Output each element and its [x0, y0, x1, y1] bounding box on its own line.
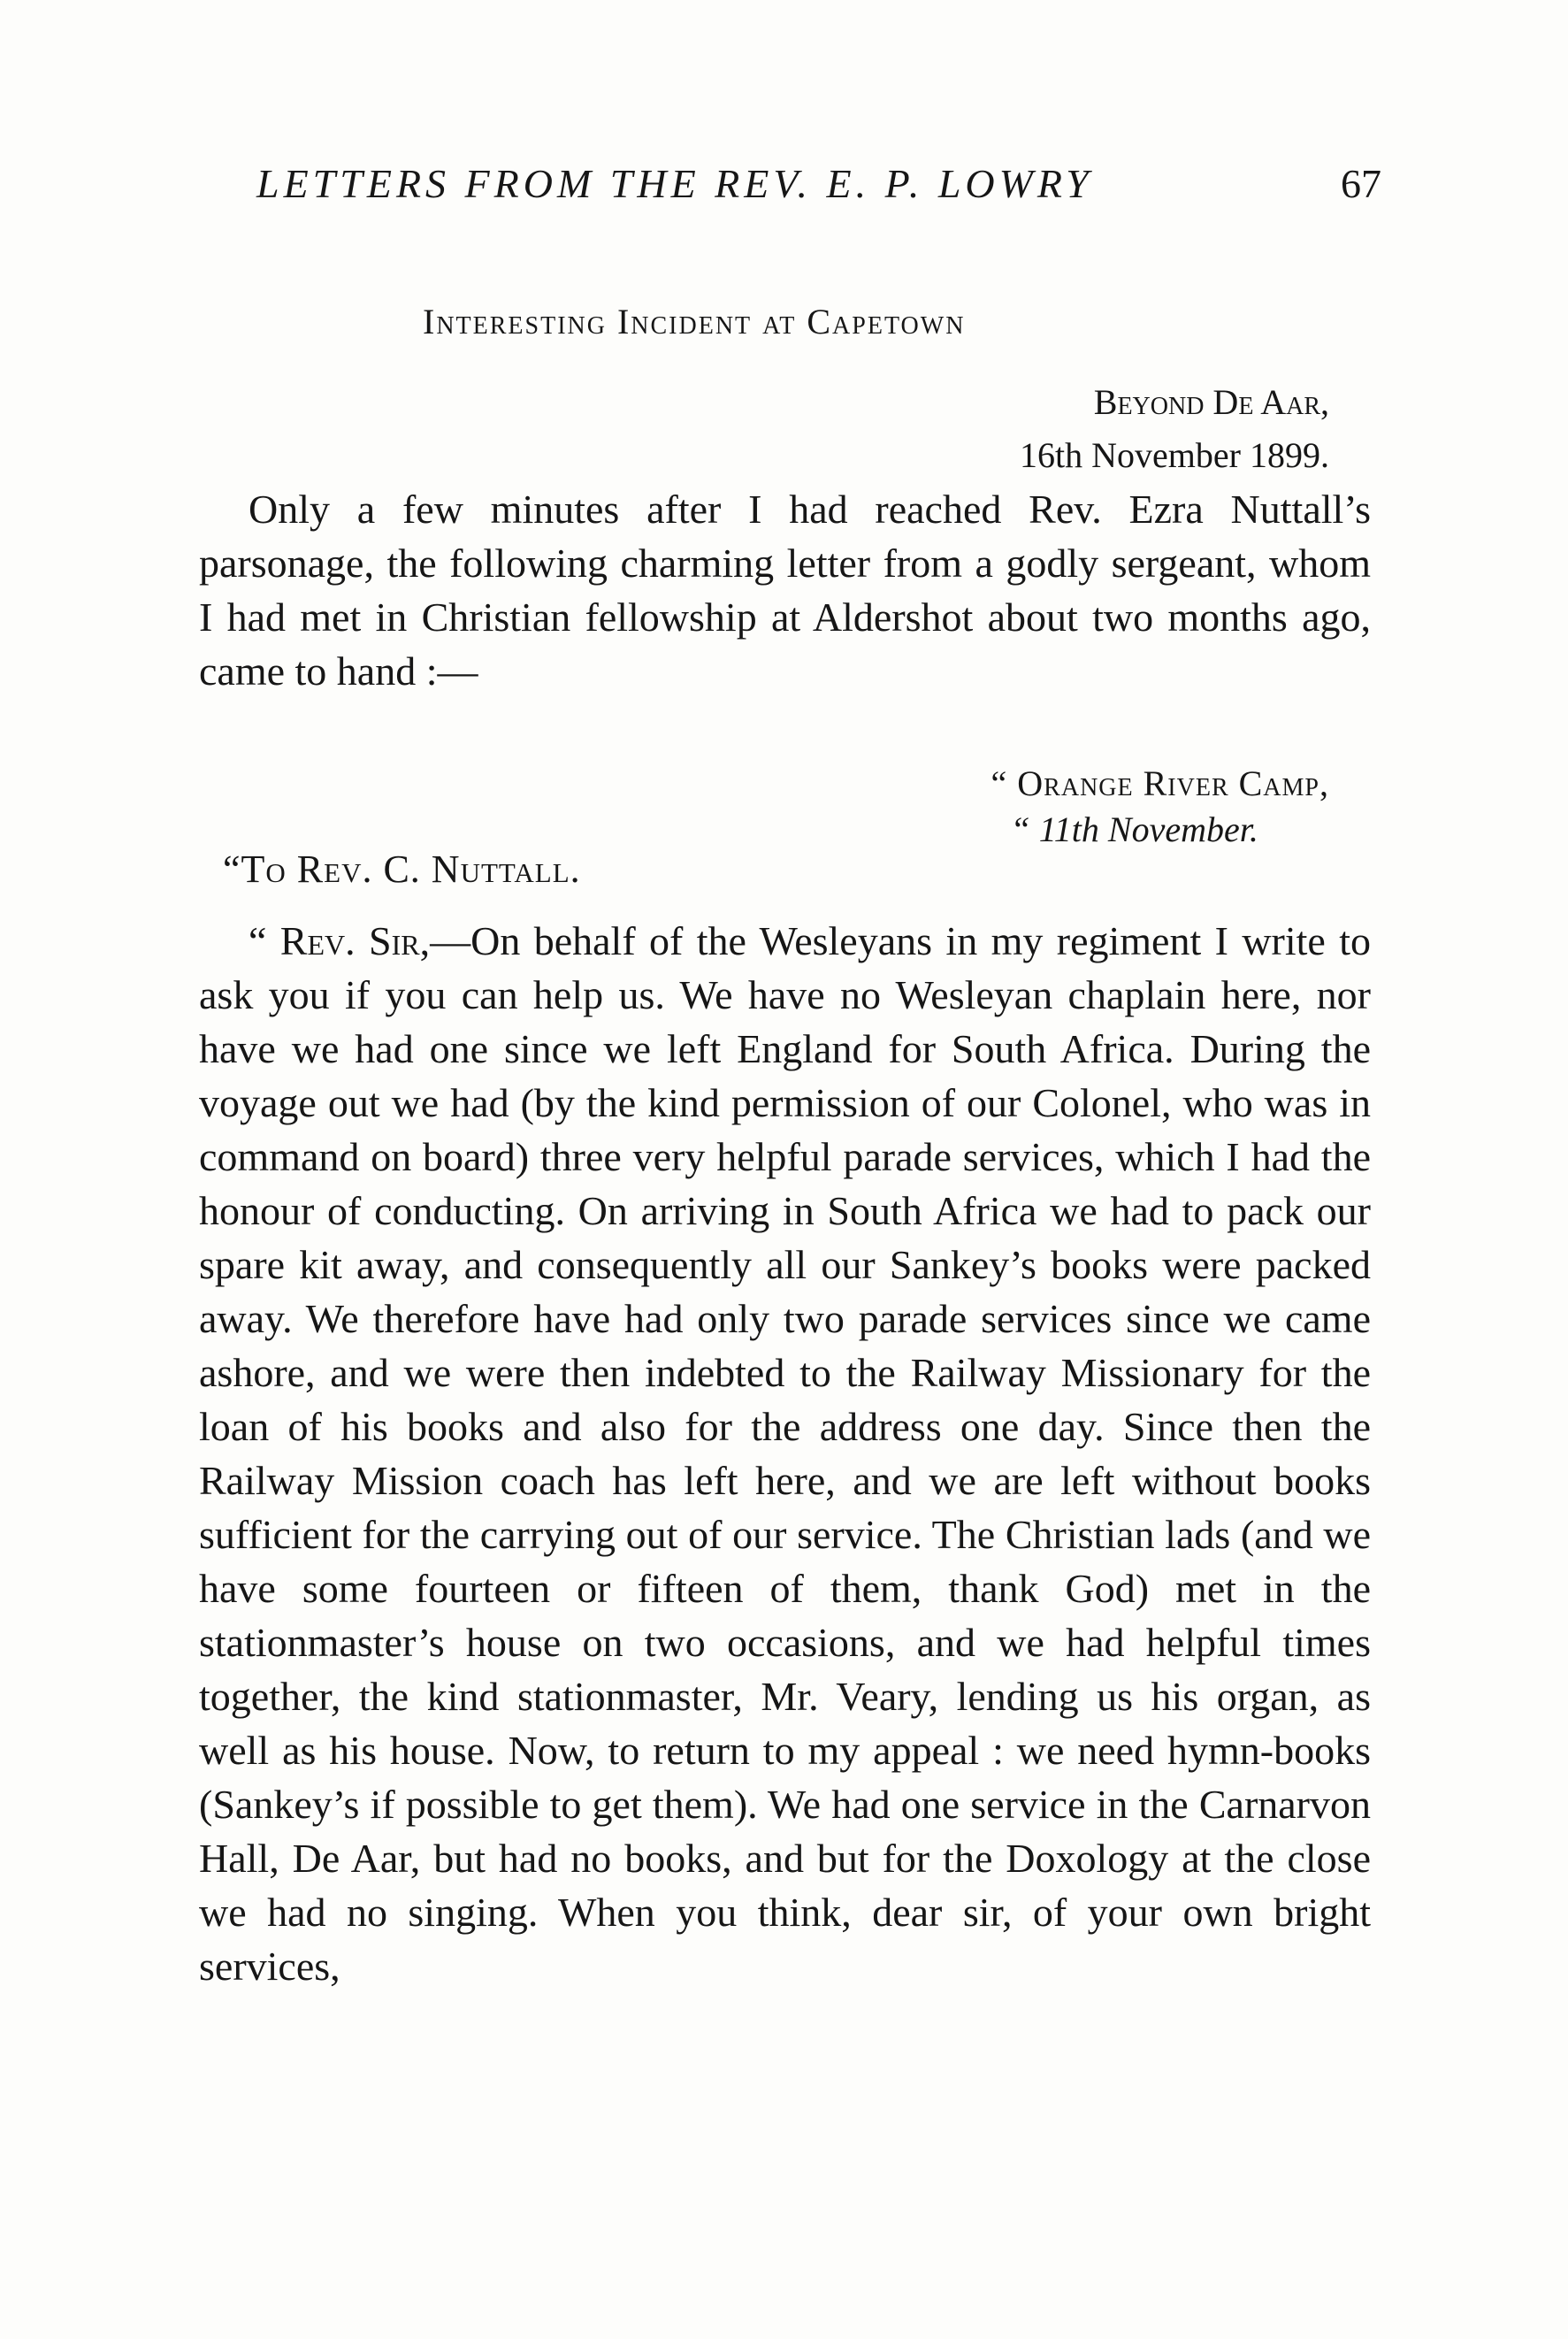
running-head	[256, 157, 1381, 211]
page-number: 67	[1341, 161, 1381, 206]
letter-body	[199, 914, 1371, 1993]
dateline	[1020, 376, 1329, 482]
letter-date: “ 11th November.	[1010, 809, 1258, 849]
letter-salutation: “ Rev. Sir,	[249, 918, 431, 963]
dateline-date: 16th November 1899.	[1020, 435, 1329, 475]
letter-heading	[991, 761, 1329, 853]
intro-paragraph: Only a few minutes after I had reached Rev. Ezra Nuttall’s parsonage, the following charming letter from a godly sergeant, whom I had met in Christian fellowship at Aldershot about two months ago, came to hand :—	[199, 487, 1371, 694]
running-head-title: LETTERS FROM THE REV. E. P. LOWRY	[256, 161, 1093, 206]
section-heading: Interesting Incident at Capetown	[423, 302, 966, 341]
dateline-place: Beyond De Aar,	[1093, 382, 1329, 422]
letter-addressee: “To Rev. C. Nuttall.	[223, 847, 581, 891]
letter-body-text: —On behalf of the Wesleyans in my regiment I write to ask you if you can help us. We have no Wesleyan chaplain here, nor have we had one since we left England for South Africa. During the voyage out we had (by the kind permission of our Colonel, who was in command on board) three very helpful parade services, which I had the honour of conducting. On arriving in South Africa we had to pack our spare kit away, and consequently all our Sankey’s books were packed away. We therefore have had only two parade services since we came ashore, and we were then indebted to the Railway Missionary for the loan of his books and also for the address one day. Since then the Railway Mission coach has left here, and we are left without books sufficient for the carrying out of our service. The Christian lads (and we have some fourteen or fifteen of them, thank God) met in the stationmaster’s house on two occasions, and we had helpful times together, the kind stationmaster, Mr. Veary, lending us his organ, as well as his house. Now, to return to my appeal : we need hymn-books (Sankey’s if possible to get them). We had one service in the Carnarvon Hall, De Aar, but had no books, and but for the Doxology at the close we had no singing. When you think, dear sir, of your own bright services,	[199, 918, 1371, 1989]
letter-camp: “ Orange River Camp,	[991, 763, 1329, 803]
